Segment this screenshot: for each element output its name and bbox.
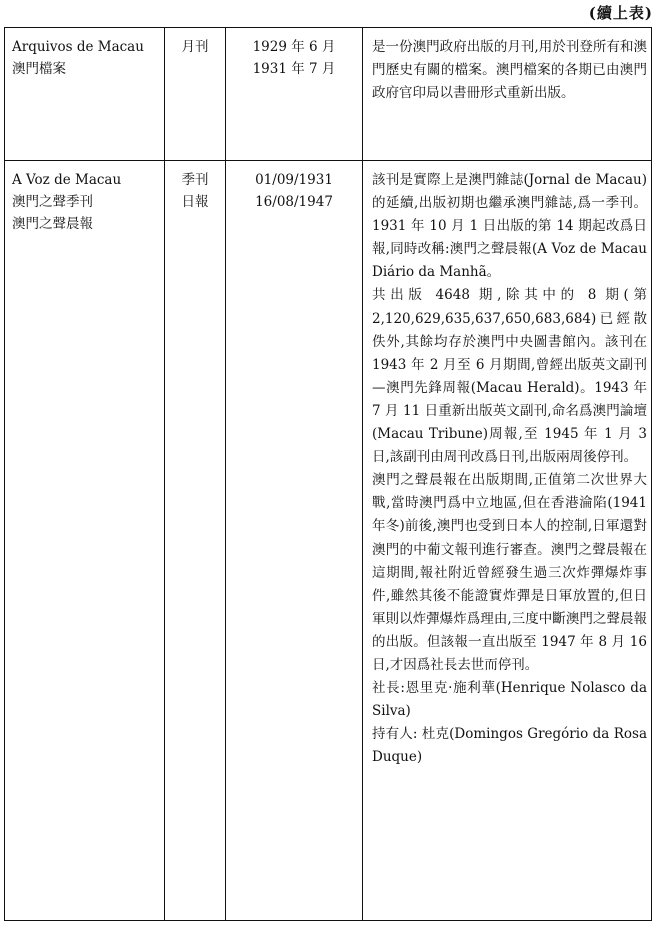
row-1-frequency-cell — [165, 36, 225, 58]
row-2-frequency-cell — [165, 169, 225, 213]
end-date: 1931 年 7 月 — [252, 61, 336, 77]
column-divider — [362, 27, 363, 921]
title-portuguese: A Voz de Macau — [12, 172, 122, 188]
row-1-title-cell — [12, 36, 162, 80]
row-2-dates-cell — [226, 169, 362, 213]
owner-line: 持有人: 杜克(Domingos Gregório da Rosa Duque) — [372, 726, 647, 766]
title-chinese-daily: 澳門之聲晨報 — [12, 216, 93, 232]
row-1-description-cell — [372, 36, 647, 105]
frequency: 月刊 — [181, 39, 209, 55]
title-portuguese: Arquivos de Macau — [12, 39, 144, 55]
title-chinese: 澳門檔案 — [12, 61, 66, 77]
title-chinese-quarterly: 澳門之聲季刊 — [12, 194, 93, 210]
start-date: 01/09/1931 — [255, 172, 333, 188]
description-paragraph: 是一份澳門政府出版的月刊,用於刊登所有和澳門歷史有關的檔案。澳門檔案的各期已由澳門政府官印局以書冊形式重新出版。 — [372, 39, 647, 102]
end-date: 16/08/1947 — [255, 194, 333, 210]
director-line: 社長:恩里克·施利華(Henrique Nolasco da Silva) — [372, 680, 647, 720]
description-paragraph: 澳門之聲晨報在出版期間,正值第二次世界大戰,當時澳門爲中立地區,但在香港淪陷(1941 年冬)前後,澳門也受到日本人的控制,日軍還對澳門的中葡文報刊進行審查。澳門之聲晨報在這期間,報社附近曾經發生過三次炸彈爆炸事件,雖然其後不能證實炸彈是日軍放置的,但日軍則以炸彈爆炸爲理由,三度中斷澳門之聲晨報的出版。但該報一直出版至 1947 年 8 月 16 日,才因爲社長去世而停刊。 — [372, 472, 647, 673]
column-divider — [164, 27, 165, 921]
frequency-daily: 日報 — [181, 194, 209, 210]
column-divider — [225, 27, 226, 921]
frequency-quarterly: 季刊 — [181, 172, 209, 188]
start-date: 1929 年 6 月 — [252, 39, 336, 55]
description-paragraph: 共出版 4648 期,除其中的 8 期(第 2,120,629,635,637,650,683,684)已經散佚外,其餘均存於澳門中央圖書館內。該刊在 1943 年 2 月至 6 月期間,曾經出版英文副刊—澳門先鋒周報(Macau Herald)。1943 年 7 月 11 日重新出版英文副刊,命名爲澳門論壇(Macau Tribune)周報,至 1945 年 1 月 3 日,該副刊由周刊改爲日刊,出版兩周後停刊。 — [372, 287, 647, 466]
row-1-dates-cell — [226, 36, 362, 80]
row-2-title-cell — [12, 169, 162, 235]
row-2-description-cell — [372, 169, 647, 769]
description-paragraph: 該刊是實際上是澳門雜誌(Jornal de Macau)的延續,出版初期也繼承澳門雜誌,爲一季刊。1931 年 10 月 1 日出版的第 14 期起改爲日報,同時改稱:澳門之聲晨報(A Voz de Macau Diário da Manhã。 — [372, 172, 647, 281]
continuation-label: (續上表) — [588, 4, 653, 22]
row-divider — [4, 160, 652, 161]
